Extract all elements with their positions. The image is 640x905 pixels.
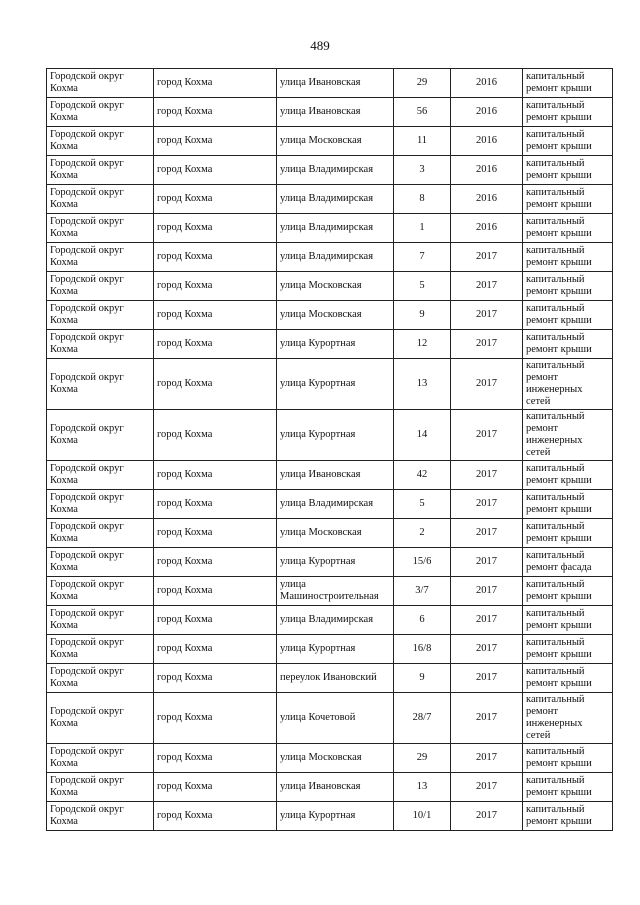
table-row	[47, 410, 613, 461]
district-cell: Городской округ Кохма	[47, 243, 154, 272]
district-cell: Городской округ Кохма	[47, 185, 154, 214]
street-cell: улица Владимирская	[277, 185, 394, 214]
house-number-cell: 13	[394, 359, 451, 410]
district-cell: Городской округ Кохма	[47, 606, 154, 635]
work-type-cell: капитальный ремонт крыши	[523, 156, 613, 185]
street-cell: улица Владимирская	[277, 606, 394, 635]
house-number-cell: 8	[394, 185, 451, 214]
district-cell: Городской округ Кохма	[47, 519, 154, 548]
city-cell: город Кохма	[154, 214, 277, 243]
house-number-cell: 16/8	[394, 635, 451, 664]
work-type-cell: капитальный ремонт крыши	[523, 577, 613, 606]
city-cell: город Кохма	[154, 461, 277, 490]
street-cell: улица Курортная	[277, 410, 394, 461]
work-type-cell: капитальный ремонт крыши	[523, 272, 613, 301]
work-type-cell: капитальный ремонт крыши	[523, 773, 613, 802]
house-number-cell: 15/6	[394, 548, 451, 577]
work-type-cell: капитальный ремонт крыши	[523, 635, 613, 664]
street-cell: улица Ивановская	[277, 461, 394, 490]
street-cell: улица Ивановская	[277, 98, 394, 127]
house-number-cell: 9	[394, 664, 451, 693]
street-cell: улица Курортная	[277, 359, 394, 410]
work-type-cell: капитальный ремонт крыши	[523, 243, 613, 272]
work-type-cell: капитальный ремонт крыши	[523, 461, 613, 490]
table-row	[47, 156, 613, 185]
repair-schedule-table	[46, 68, 613, 831]
house-number-cell: 29	[394, 69, 451, 98]
table-row	[47, 773, 613, 802]
table-row	[47, 272, 613, 301]
street-cell: улица Московская	[277, 301, 394, 330]
work-type-cell: капитальный ремонт крыши	[523, 301, 613, 330]
city-cell: город Кохма	[154, 127, 277, 156]
year-cell: 2017	[451, 664, 523, 693]
district-cell: Городской округ Кохма	[47, 330, 154, 359]
year-cell: 2017	[451, 359, 523, 410]
house-number-cell: 3/7	[394, 577, 451, 606]
city-cell: город Кохма	[154, 744, 277, 773]
house-number-cell: 42	[394, 461, 451, 490]
house-number-cell: 5	[394, 272, 451, 301]
house-number-cell: 1	[394, 214, 451, 243]
street-cell: улица Московская	[277, 744, 394, 773]
table-row	[47, 127, 613, 156]
work-type-cell: капитальный ремонт крыши	[523, 802, 613, 831]
district-cell: Городской округ Кохма	[47, 98, 154, 127]
year-cell: 2017	[451, 548, 523, 577]
street-cell: улица Машиностроительная	[277, 577, 394, 606]
house-number-cell: 5	[394, 490, 451, 519]
street-cell: переулок Ивановский	[277, 664, 394, 693]
work-type-cell: капитальный ремонт крыши	[523, 69, 613, 98]
street-cell: улица Владимирская	[277, 490, 394, 519]
work-type-cell: капитальный ремонт инженерных сетей	[523, 359, 613, 410]
table-row	[47, 519, 613, 548]
house-number-cell: 29	[394, 744, 451, 773]
work-type-cell: капитальный ремонт крыши	[523, 519, 613, 548]
district-cell: Городской округ Кохма	[47, 461, 154, 490]
city-cell: город Кохма	[154, 272, 277, 301]
district-cell: Городской округ Кохма	[47, 359, 154, 410]
work-type-cell: капитальный ремонт крыши	[523, 606, 613, 635]
street-cell: улица Владимирская	[277, 243, 394, 272]
year-cell: 2016	[451, 185, 523, 214]
year-cell: 2017	[451, 744, 523, 773]
table-row	[47, 802, 613, 831]
city-cell: город Кохма	[154, 802, 277, 831]
table-row	[47, 693, 613, 744]
house-number-cell: 9	[394, 301, 451, 330]
page-number: 489	[310, 38, 330, 53]
city-cell: город Кохма	[154, 330, 277, 359]
table-row	[47, 359, 613, 410]
city-cell: город Кохма	[154, 693, 277, 744]
work-type-cell: капитальный ремонт крыши	[523, 98, 613, 127]
year-cell: 2017	[451, 635, 523, 664]
district-cell: Городской округ Кохма	[47, 548, 154, 577]
work-type-cell: капитальный ремонт крыши	[523, 127, 613, 156]
table-row	[47, 490, 613, 519]
street-cell: улица Ивановская	[277, 69, 394, 98]
city-cell: город Кохма	[154, 773, 277, 802]
table-row	[47, 69, 613, 98]
year-cell: 2017	[451, 802, 523, 831]
street-cell: улица Курортная	[277, 802, 394, 831]
house-number-cell: 14	[394, 410, 451, 461]
street-cell: улица Курортная	[277, 548, 394, 577]
work-type-cell: капитальный ремонт крыши	[523, 490, 613, 519]
district-cell: Городской округ Кохма	[47, 127, 154, 156]
district-cell: Городской округ Кохма	[47, 577, 154, 606]
work-type-cell: капитальный ремонт крыши	[523, 214, 613, 243]
city-cell: город Кохма	[154, 243, 277, 272]
district-cell: Городской округ Кохма	[47, 802, 154, 831]
year-cell: 2017	[451, 490, 523, 519]
city-cell: город Кохма	[154, 635, 277, 664]
city-cell: город Кохма	[154, 606, 277, 635]
year-cell: 2016	[451, 98, 523, 127]
table-row	[47, 98, 613, 127]
table-row	[47, 664, 613, 693]
house-number-cell: 6	[394, 606, 451, 635]
city-cell: город Кохма	[154, 98, 277, 127]
street-cell: улица Владимирская	[277, 156, 394, 185]
work-type-cell: капитальный ремонт фасада	[523, 548, 613, 577]
city-cell: город Кохма	[154, 490, 277, 519]
year-cell: 2016	[451, 156, 523, 185]
street-cell: улица Курортная	[277, 635, 394, 664]
district-cell: Городской округ Кохма	[47, 744, 154, 773]
year-cell: 2016	[451, 127, 523, 156]
street-cell: улица Ивановская	[277, 773, 394, 802]
district-cell: Городской округ Кохма	[47, 635, 154, 664]
table-row	[47, 548, 613, 577]
table-row	[47, 301, 613, 330]
year-cell: 2017	[451, 461, 523, 490]
district-cell: Городской округ Кохма	[47, 214, 154, 243]
table-row	[47, 185, 613, 214]
year-cell: 2017	[451, 272, 523, 301]
district-cell: Городской округ Кохма	[47, 69, 154, 98]
district-cell: Городской округ Кохма	[47, 301, 154, 330]
city-cell: город Кохма	[154, 301, 277, 330]
district-cell: Городской округ Кохма	[47, 156, 154, 185]
year-cell: 2017	[451, 606, 523, 635]
city-cell: город Кохма	[154, 548, 277, 577]
house-number-cell: 12	[394, 330, 451, 359]
district-cell: Городской округ Кохма	[47, 693, 154, 744]
table-row	[47, 635, 613, 664]
house-number-cell: 13	[394, 773, 451, 802]
house-number-cell: 10/1	[394, 802, 451, 831]
table-row	[47, 214, 613, 243]
work-type-cell: капитальный ремонт крыши	[523, 744, 613, 773]
year-cell: 2017	[451, 330, 523, 359]
year-cell: 2017	[451, 693, 523, 744]
table-row	[47, 606, 613, 635]
house-number-cell: 11	[394, 127, 451, 156]
district-cell: Городской округ Кохма	[47, 490, 154, 519]
city-cell: город Кохма	[154, 519, 277, 548]
district-cell: Городской округ Кохма	[47, 773, 154, 802]
work-type-cell: капитальный ремонт крыши	[523, 330, 613, 359]
street-cell: улица Московская	[277, 519, 394, 548]
year-cell: 2017	[451, 301, 523, 330]
street-cell: улица Московская	[277, 272, 394, 301]
street-cell: улица Кочетовой	[277, 693, 394, 744]
year-cell: 2017	[451, 577, 523, 606]
district-cell: Городской округ Кохма	[47, 410, 154, 461]
table-row	[47, 744, 613, 773]
city-cell: город Кохма	[154, 156, 277, 185]
city-cell: город Кохма	[154, 664, 277, 693]
street-cell: улица Курортная	[277, 330, 394, 359]
work-type-cell: капитальный ремонт крыши	[523, 664, 613, 693]
year-cell: 2016	[451, 69, 523, 98]
table-row	[47, 461, 613, 490]
year-cell: 2017	[451, 410, 523, 461]
table-row	[47, 243, 613, 272]
district-cell: Городской округ Кохма	[47, 272, 154, 301]
work-type-cell: капитальный ремонт инженерных сетей	[523, 410, 613, 461]
city-cell: город Кохма	[154, 185, 277, 214]
year-cell: 2016	[451, 214, 523, 243]
table-row	[47, 577, 613, 606]
work-type-cell: капитальный ремонт инженерных сетей	[523, 693, 613, 744]
work-type-cell: капитальный ремонт крыши	[523, 185, 613, 214]
year-cell: 2017	[451, 773, 523, 802]
city-cell: город Кохма	[154, 577, 277, 606]
street-cell: улица Владимирская	[277, 214, 394, 243]
district-cell: Городской округ Кохма	[47, 664, 154, 693]
city-cell: город Кохма	[154, 410, 277, 461]
year-cell: 2017	[451, 243, 523, 272]
house-number-cell: 56	[394, 98, 451, 127]
house-number-cell: 28/7	[394, 693, 451, 744]
house-number-cell: 2	[394, 519, 451, 548]
table-row	[47, 330, 613, 359]
year-cell: 2017	[451, 519, 523, 548]
house-number-cell: 3	[394, 156, 451, 185]
house-number-cell: 7	[394, 243, 451, 272]
city-cell: город Кохма	[154, 359, 277, 410]
street-cell: улица Московская	[277, 127, 394, 156]
city-cell: город Кохма	[154, 69, 277, 98]
